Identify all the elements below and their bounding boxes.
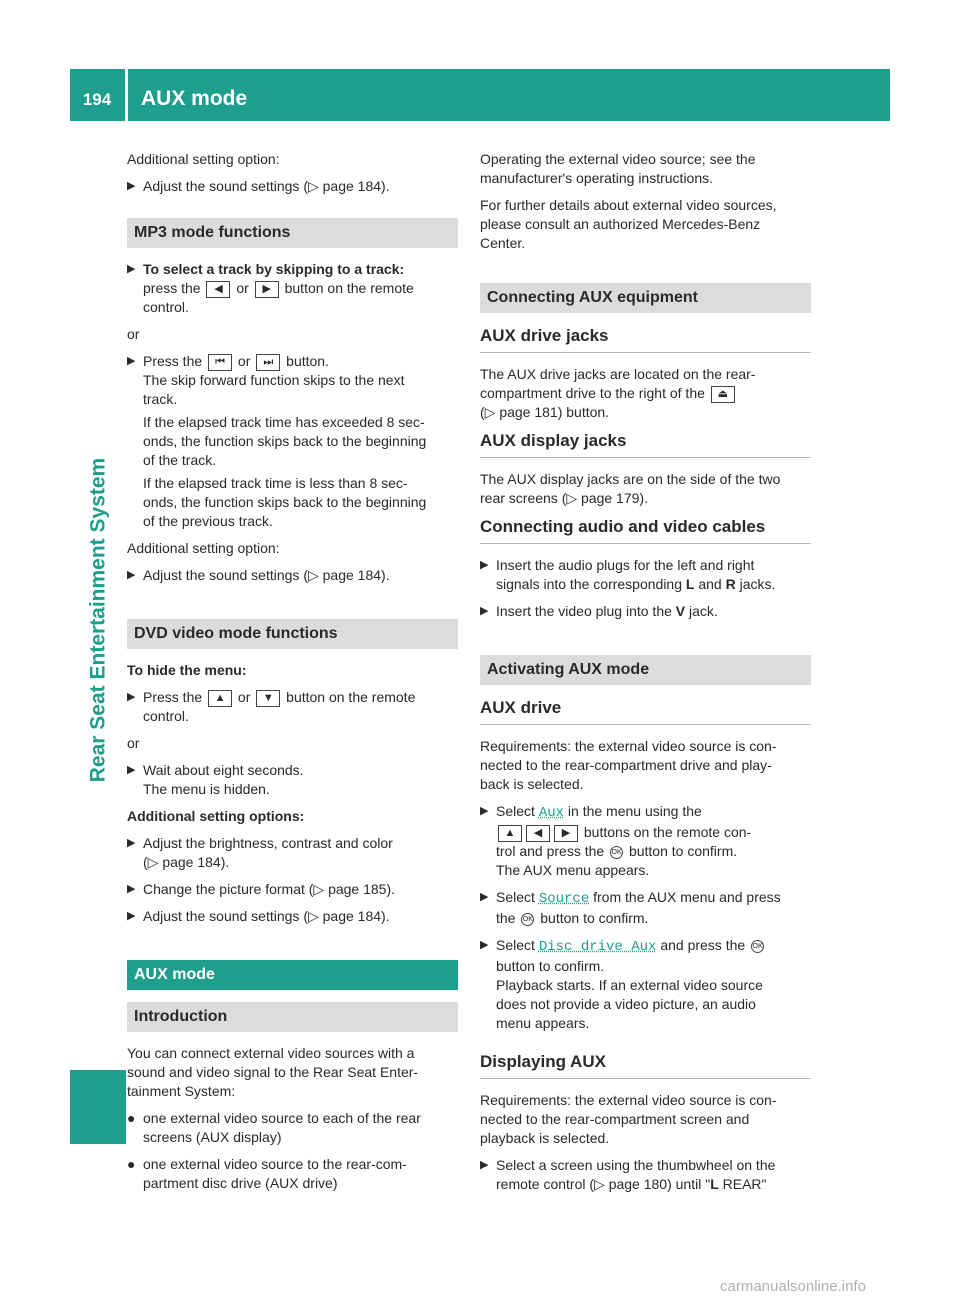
text: the bbox=[496, 910, 516, 926]
text: and press the bbox=[660, 937, 746, 953]
menu-item-aux: Aux bbox=[538, 805, 565, 821]
text: nected to the rear-compartment screen and bbox=[480, 1111, 750, 1127]
text: playback is selected. bbox=[480, 1130, 610, 1146]
text: please consult an authorized Mercedes-Benz bbox=[480, 216, 761, 232]
chapter-heading: AUX mode bbox=[127, 960, 458, 990]
header-divider bbox=[125, 69, 128, 121]
page-reference-link[interactable]: rear screens (▷ page 179). bbox=[480, 490, 648, 506]
step-heading: To hide the menu: bbox=[127, 662, 247, 678]
text: L bbox=[710, 1176, 719, 1192]
text: in the menu using the bbox=[567, 803, 702, 819]
subsection-heading: AUX drive jacks bbox=[480, 325, 811, 353]
page-reference-link[interactable]: Adjust the sound settings (▷ page 184). bbox=[143, 178, 390, 194]
text: Center. bbox=[480, 235, 526, 251]
jack-label: L bbox=[685, 576, 695, 592]
ok-key-icon: OK bbox=[751, 940, 764, 953]
page-reference-link[interactable]: (▷ page 181) button. bbox=[480, 404, 610, 420]
right-column bbox=[480, 150, 811, 1202]
left-column bbox=[127, 150, 458, 1201]
text: Adjust the brightness, contrast and color bbox=[143, 835, 393, 851]
text: menu appears. bbox=[496, 1015, 590, 1031]
text: one external video source to each of the rear bbox=[143, 1110, 421, 1126]
action-item bbox=[127, 566, 458, 585]
text: button to confirm. bbox=[540, 910, 649, 926]
text: control. bbox=[143, 708, 189, 724]
text: If the elapsed track time has exceeded 8 sec- bbox=[143, 414, 425, 430]
action-marker-icon: ▶ bbox=[480, 559, 489, 571]
action-marker-icon: ▶ bbox=[480, 939, 489, 951]
text: signals into the corresponding bbox=[496, 576, 683, 592]
paragraph: or bbox=[127, 326, 140, 342]
text: Requirements: the external video source is con- bbox=[480, 738, 777, 754]
action-item bbox=[480, 1156, 811, 1194]
action-item bbox=[480, 602, 811, 621]
action-item bbox=[127, 352, 458, 531]
text: button to confirm. bbox=[628, 843, 738, 859]
list-item bbox=[127, 1109, 458, 1147]
text: back is selected. bbox=[480, 776, 584, 792]
subsection-heading: Displaying AUX bbox=[480, 1051, 811, 1079]
action-marker-icon: ▶ bbox=[127, 569, 136, 581]
text: Select bbox=[496, 803, 535, 819]
paragraph bbox=[480, 1091, 811, 1148]
eject-key-icon: ⏏ bbox=[711, 386, 735, 403]
text: button. bbox=[286, 353, 329, 369]
text: Select a screen using the thumbwheel on the bbox=[496, 1157, 776, 1173]
text: Requirements: the external video source is con- bbox=[480, 1092, 777, 1108]
action-marker-icon: ▶ bbox=[127, 837, 136, 849]
section-heading: Activating AUX mode bbox=[480, 655, 811, 685]
text: onds, the function skips back to the beginning bbox=[143, 433, 427, 449]
action-marker-icon: ▶ bbox=[127, 910, 136, 922]
page-number: 194 bbox=[82, 90, 112, 109]
paragraph: Additional setting option: bbox=[127, 151, 280, 167]
page-reference-link[interactable]: Adjust the sound settings (▷ page 184). bbox=[143, 908, 390, 924]
text: or bbox=[237, 353, 251, 369]
subsection-heading: Connecting audio and video cables bbox=[480, 516, 811, 544]
text: Press the bbox=[143, 353, 203, 369]
down-arrow-key-icon: ▼ bbox=[256, 690, 280, 707]
text: of the track. bbox=[143, 452, 217, 468]
action-marker-icon: ▶ bbox=[480, 1159, 489, 1171]
text: If the elapsed track time is less than 8 sec- bbox=[143, 475, 408, 491]
bullet-icon: ● bbox=[127, 1110, 136, 1126]
up-arrow-key-icon: ▲ bbox=[498, 825, 522, 842]
paragraph bbox=[127, 1044, 458, 1101]
text: and bbox=[698, 576, 722, 592]
section-heading: Introduction bbox=[127, 1002, 458, 1032]
text: screens (AUX display) bbox=[143, 1129, 282, 1145]
text: Press the bbox=[143, 689, 203, 705]
text: of the previous track. bbox=[143, 513, 273, 529]
paragraph bbox=[480, 737, 811, 794]
text: Playback starts. If an external video source bbox=[496, 977, 763, 993]
action-item bbox=[480, 936, 811, 1033]
text: REAR" bbox=[722, 1176, 767, 1192]
action-item bbox=[127, 177, 458, 196]
action-marker-icon: ▶ bbox=[127, 883, 136, 895]
action-marker-icon: ▶ bbox=[480, 891, 489, 903]
subsection-heading: AUX drive bbox=[480, 697, 811, 725]
text: or bbox=[237, 689, 251, 705]
paragraph bbox=[480, 470, 811, 508]
section-heading: DVD video mode functions bbox=[127, 619, 458, 649]
action-item bbox=[127, 688, 458, 726]
up-arrow-key-icon: ▲ bbox=[208, 690, 232, 707]
text: tainment System: bbox=[127, 1083, 236, 1099]
paragraph bbox=[480, 196, 811, 253]
step-heading: Additional setting options: bbox=[127, 808, 305, 824]
text: The skip forward function skips to the next bbox=[143, 372, 405, 388]
text: partment disc drive (AUX drive) bbox=[143, 1175, 338, 1191]
ok-key-icon: OK bbox=[521, 913, 534, 926]
left-arrow-key-icon: ◀ bbox=[526, 825, 550, 842]
menu-item-disc-drive-aux: Disc drive Aux bbox=[538, 939, 657, 955]
text: compartment drive to the right of the bbox=[480, 385, 705, 401]
page-title: AUX mode bbox=[141, 87, 248, 110]
text: track. bbox=[143, 391, 178, 407]
text: onds, the function skips back to the beginning bbox=[143, 494, 427, 510]
page-reference-link[interactable]: remote control (▷ page 180) until " bbox=[496, 1176, 711, 1192]
action-marker-icon: ▶ bbox=[127, 180, 136, 192]
text: does not provide a video picture, an audio bbox=[496, 996, 756, 1012]
text: You can connect external video sources with a bbox=[127, 1045, 415, 1061]
paragraph: Additional setting option: bbox=[127, 540, 280, 556]
paragraph bbox=[480, 365, 811, 422]
ok-key-icon: OK bbox=[610, 846, 623, 859]
text: button on the remote bbox=[284, 280, 414, 296]
page-reference-link[interactable]: Adjust the sound settings (▷ page 184). bbox=[143, 567, 390, 583]
text: The menu is hidden. bbox=[143, 781, 270, 797]
text: button on the remote bbox=[286, 689, 416, 705]
text: Insert the audio plugs for the left and right bbox=[496, 557, 755, 573]
section-heading: MP3 mode functions bbox=[127, 218, 458, 248]
section-heading: Connecting AUX equipment bbox=[480, 283, 811, 313]
text: manufacturer's operating instructions. bbox=[480, 170, 714, 186]
skip-back-key-icon: ⏮ bbox=[208, 354, 232, 371]
action-marker-icon: ▶ bbox=[127, 764, 136, 776]
left-arrow-key-icon: ◀ bbox=[206, 281, 230, 298]
right-arrow-key-icon: ▶ bbox=[255, 281, 279, 298]
action-marker-icon: ▶ bbox=[480, 805, 489, 817]
text: Select bbox=[496, 889, 535, 905]
action-item bbox=[127, 834, 458, 872]
text: one external video source to the rear-com- bbox=[143, 1156, 407, 1172]
text: button to confirm. bbox=[496, 958, 605, 974]
text: press the bbox=[143, 280, 201, 296]
text: buttons on the remote con- bbox=[583, 824, 752, 840]
side-chapter-label: Rear Seat Entertainment System bbox=[86, 457, 110, 783]
text: The AUX display jacks are on the side of the two bbox=[480, 471, 781, 487]
text: sound and video signal to the Rear Seat Enter- bbox=[127, 1064, 419, 1080]
text: Operating the external video source; see the bbox=[480, 151, 756, 167]
text: nected to the rear-compartment drive and play- bbox=[480, 757, 772, 773]
action-marker-icon: ▶ bbox=[480, 605, 489, 617]
text: The AUX menu appears. bbox=[496, 862, 650, 878]
text: Insert the video plug into the bbox=[496, 603, 672, 619]
action-item bbox=[127, 880, 458, 899]
paragraph bbox=[480, 150, 811, 188]
text: Select bbox=[496, 937, 535, 953]
watermark: carmanualsonline.info bbox=[720, 1278, 866, 1295]
action-marker-icon: ▶ bbox=[127, 263, 136, 275]
action-item bbox=[480, 802, 811, 880]
action-item bbox=[127, 761, 458, 799]
text: For further details about external video sources, bbox=[480, 197, 777, 213]
text: jack. bbox=[689, 603, 718, 619]
list-item bbox=[127, 1155, 458, 1193]
text: jacks. bbox=[739, 576, 776, 592]
text: from the AUX menu and press bbox=[593, 889, 781, 905]
text: control. bbox=[143, 299, 189, 315]
jack-label: R bbox=[725, 576, 736, 592]
step-heading: To select a track by skipping to a track: bbox=[143, 261, 405, 277]
jack-label: V bbox=[675, 603, 686, 619]
page-reference-link[interactable]: (▷ page 184). bbox=[143, 854, 230, 870]
action-marker-icon: ▶ bbox=[127, 691, 136, 703]
action-item bbox=[480, 888, 811, 928]
action-item bbox=[127, 907, 458, 926]
text: or bbox=[236, 280, 249, 296]
menu-item-source: Source bbox=[538, 891, 590, 907]
skip-forward-key-icon: ⏭ bbox=[256, 354, 280, 371]
side-tab-marker bbox=[70, 1070, 126, 1144]
text: trol and press the bbox=[496, 843, 605, 859]
action-item bbox=[480, 556, 811, 594]
text: The AUX drive jacks are located on the rear- bbox=[480, 366, 756, 382]
page-reference-link[interactable]: Change the picture format (▷ page 185). bbox=[143, 881, 396, 897]
subsection-heading: AUX display jacks bbox=[480, 430, 811, 458]
right-arrow-key-icon: ▶ bbox=[554, 825, 578, 842]
text: Wait about eight seconds. bbox=[143, 762, 304, 778]
action-item bbox=[127, 260, 458, 317]
paragraph: or bbox=[127, 735, 140, 751]
action-marker-icon: ▶ bbox=[127, 355, 136, 367]
bullet-icon: ● bbox=[127, 1156, 136, 1172]
